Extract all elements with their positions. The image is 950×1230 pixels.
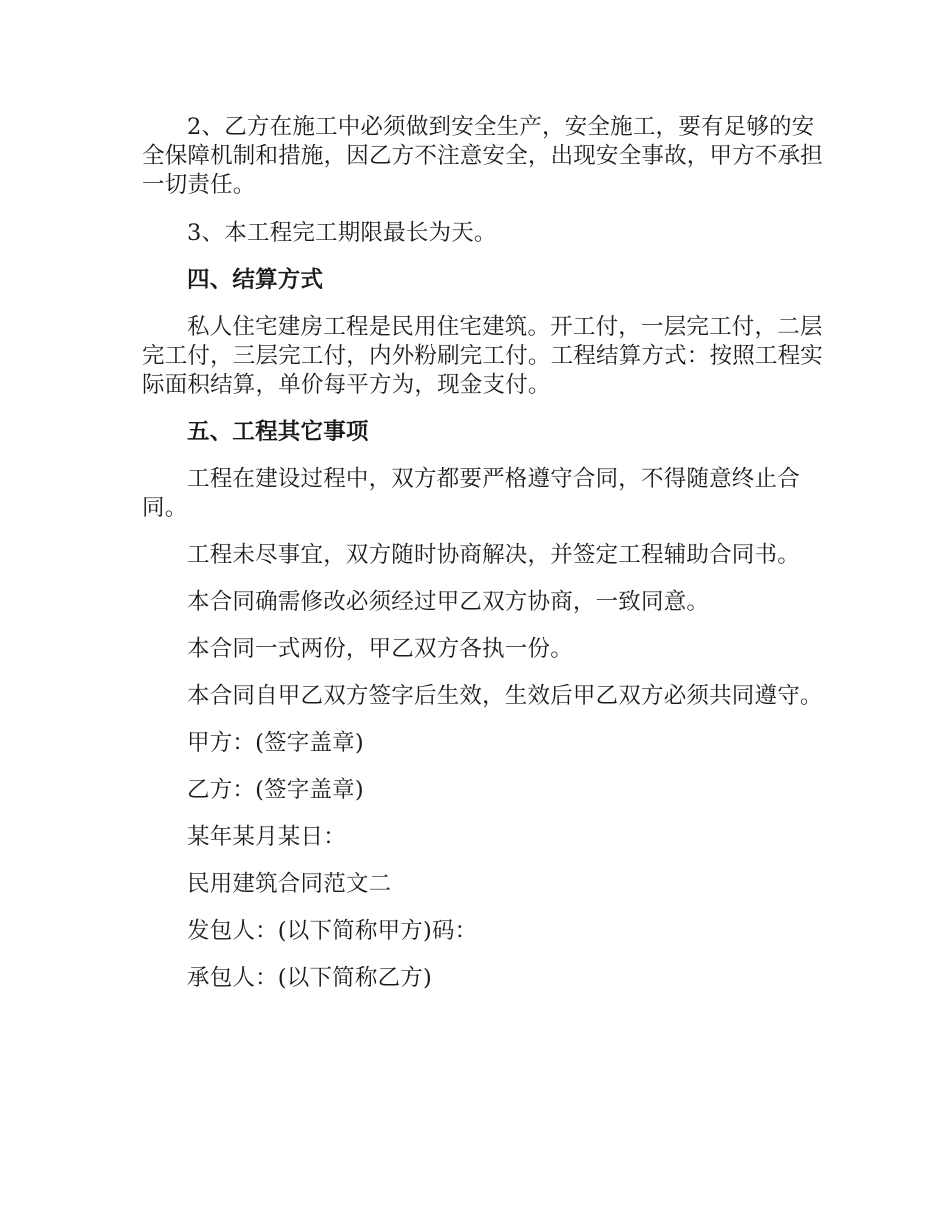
signature-party-a: 甲方：(签字盖章) (187, 730, 364, 756)
paragraph-comply-contract: 工程在建设过程中，双方都要严格遵守合同，不得随意终止合同。 (142, 466, 800, 521)
sample-two-title: 民用建筑合同范文二 (187, 871, 392, 897)
paragraph-effective: 本合同自甲乙双方签字后生效，生效后甲乙双方必须共同遵守。 (187, 683, 823, 709)
document-page (142, 113, 832, 993)
heading-other-matters: 五、工程其它事项 (187, 419, 369, 445)
signature-party-b: 乙方：(签字盖章) (187, 777, 364, 803)
paragraph-copies: 本合同一式两份，甲乙双方各执一份。 (187, 636, 573, 662)
employer-line: 发包人：(以下简称甲方)码： (187, 918, 478, 944)
paragraph-safety-clause: 2、乙方在施工中必须做到安全生产，安全施工，要有足够的安全保障机制和措施，因乙方不注意安全，出现安全事故，甲方不承担一切责任。 (142, 114, 824, 198)
paragraph-completion-term: 3、本工程完工期限最长为天。 (187, 220, 497, 246)
signature-date: 某年某月某日： (187, 824, 346, 850)
paragraph-unfinished-matters: 工程未尽事宜，双方随时协商解决，并签定工程辅助合同书。 (187, 542, 800, 568)
heading-settlement-method: 四、结算方式 (187, 267, 324, 293)
contractor-line: 承包人：(以下简称乙方) (187, 965, 432, 991)
paragraph-amendment: 本合同确需修改必须经过甲乙双方协商，一致同意。 (187, 589, 710, 615)
paragraph-settlement-details: 私人住宅建房工程是民用住宅建筑。开工付，一层完工付，二层完工付，三层完工付，内外粉刷完工付。工程结算方式：按照工程实际面积结算，单价每平方为，现金支付。 (142, 314, 824, 398)
